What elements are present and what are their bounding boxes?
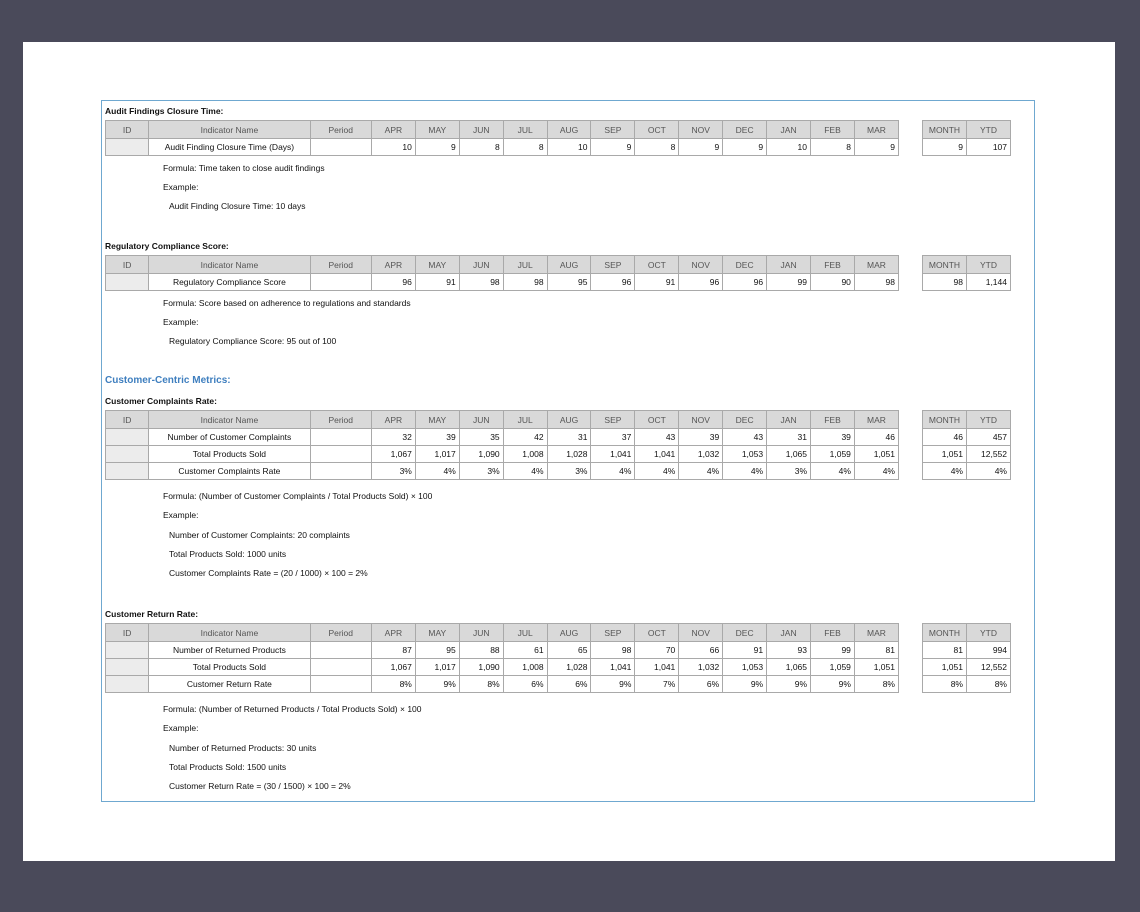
- column-header-month: FEB: [811, 411, 855, 429]
- column-header-month-total: MONTH: [923, 624, 967, 642]
- column-header-month: OCT: [635, 624, 679, 642]
- value-cell: 1,032: [679, 446, 723, 463]
- value-cell: 1,059: [811, 446, 855, 463]
- audit-findings-section: [105, 105, 1025, 216]
- column-header-month: MAY: [415, 256, 459, 274]
- tables-wrap: [105, 255, 1025, 294]
- value-cell: 8: [459, 139, 503, 156]
- column-header-month-total: MONTH: [923, 121, 967, 139]
- value-cell: 1,028: [547, 659, 591, 676]
- value-cell: 8: [811, 139, 855, 156]
- column-header-month: DEC: [723, 624, 767, 642]
- value-cell: 9: [591, 139, 635, 156]
- column-header-indicator: Indicator Name: [149, 624, 310, 642]
- column-header-month: JUL: [503, 411, 547, 429]
- example-label: Example:: [163, 723, 199, 734]
- month-total-cell: 46: [923, 429, 967, 446]
- value-cell: 46: [854, 429, 898, 446]
- indicator-table: [105, 255, 899, 291]
- value-cell: 6%: [679, 676, 723, 693]
- value-cell: 8%: [459, 676, 503, 693]
- table-row: [106, 642, 899, 659]
- value-cell: 98: [459, 274, 503, 291]
- column-header-indicator: Indicator Name: [149, 121, 310, 139]
- example-line: Customer Complaints Rate = (20 / 1000) × 100 = 2%: [169, 568, 368, 579]
- summary-header-row: [923, 121, 1011, 139]
- indicator-name-cell: Audit Finding Closure Time (Days): [149, 139, 310, 156]
- example-line: Regulatory Compliance Score: 95 out of 100: [169, 336, 337, 347]
- column-header-month: JAN: [767, 411, 811, 429]
- summary-row: [923, 642, 1011, 659]
- value-cell: 9%: [415, 676, 459, 693]
- value-cell: 8: [635, 139, 679, 156]
- value-cell: 8%: [371, 676, 415, 693]
- column-header-ytd: YTD: [967, 411, 1011, 429]
- value-cell: 9: [854, 139, 898, 156]
- column-header-month: JAN: [767, 624, 811, 642]
- value-cell: 4%: [415, 463, 459, 480]
- month-total-cell: 1,051: [923, 659, 967, 676]
- value-cell: 9%: [723, 676, 767, 693]
- period-cell: [310, 446, 371, 463]
- example-line: Total Products Sold: 1000 units: [169, 549, 287, 560]
- summary-header-row: [923, 411, 1011, 429]
- table-title: Audit Findings Closure Time:: [105, 106, 224, 116]
- column-header-month: MAR: [854, 256, 898, 274]
- table-row: [106, 676, 899, 693]
- example-line: Number of Customer Complaints: 20 complaints: [169, 529, 350, 540]
- value-cell: 32: [371, 429, 415, 446]
- value-cell: 1,053: [723, 659, 767, 676]
- column-header-id: ID: [106, 624, 149, 642]
- summary-row: [923, 139, 1011, 156]
- column-header-month: AUG: [547, 624, 591, 642]
- column-header-month: JUN: [459, 256, 503, 274]
- value-cell: 9%: [811, 676, 855, 693]
- summary-table: [922, 120, 1011, 156]
- column-header-id: ID: [106, 411, 149, 429]
- month-total-cell: 9: [923, 139, 967, 156]
- column-header-month: JUN: [459, 121, 503, 139]
- ytd-cell: 12,552: [967, 446, 1011, 463]
- table-title: Customer Return Rate:: [105, 609, 199, 619]
- column-header-month-total: MONTH: [923, 256, 967, 274]
- value-cell: 1,032: [679, 659, 723, 676]
- table-row: [106, 446, 899, 463]
- ytd-cell: 8%: [967, 676, 1011, 693]
- summary-row: [923, 429, 1011, 446]
- value-cell: 9: [679, 139, 723, 156]
- column-header-month: AUG: [547, 411, 591, 429]
- value-cell: 9%: [591, 676, 635, 693]
- indicator-name-cell: Total Products Sold: [149, 446, 310, 463]
- value-cell: 31: [547, 429, 591, 446]
- column-header-month: JUL: [503, 624, 547, 642]
- indicator-name-cell: Total Products Sold: [149, 659, 310, 676]
- indicator-table: [105, 120, 899, 156]
- value-cell: 39: [679, 429, 723, 446]
- summary-row: [923, 274, 1011, 291]
- value-cell: 70: [635, 642, 679, 659]
- summary-row: [923, 446, 1011, 463]
- value-cell: 10: [371, 139, 415, 156]
- period-cell: [310, 463, 371, 480]
- column-header-month: DEC: [723, 411, 767, 429]
- tables-wrap: [105, 410, 1025, 487]
- value-cell: 39: [415, 429, 459, 446]
- value-cell: 98: [591, 642, 635, 659]
- formula-text: Formula: Score based on adherence to regulations and standards: [163, 297, 411, 308]
- value-cell: 65: [547, 642, 591, 659]
- indicator-table: [105, 623, 899, 693]
- column-header-month: JUN: [459, 624, 503, 642]
- value-cell: 91: [635, 274, 679, 291]
- ytd-cell: 1,144: [967, 274, 1011, 291]
- formula-text: Formula: (Number of Customer Complaints / Total Products Sold) × 100: [163, 491, 433, 502]
- value-cell: 4%: [811, 463, 855, 480]
- column-header-ytd: YTD: [967, 624, 1011, 642]
- column-header-month: JUL: [503, 121, 547, 139]
- period-cell: [310, 659, 371, 676]
- value-cell: 39: [811, 429, 855, 446]
- value-cell: 4%: [591, 463, 635, 480]
- summary-table: [922, 255, 1011, 291]
- value-cell: 35: [459, 429, 503, 446]
- indicator-table: [105, 410, 899, 480]
- column-header-month: MAR: [854, 624, 898, 642]
- table-row: [106, 274, 899, 291]
- value-cell: 95: [415, 642, 459, 659]
- value-cell: 6%: [547, 676, 591, 693]
- column-header-month: NOV: [679, 411, 723, 429]
- column-header-month: OCT: [635, 411, 679, 429]
- value-cell: 1,041: [591, 446, 635, 463]
- summary-header-row: [923, 256, 1011, 274]
- column-header-month: FEB: [811, 256, 855, 274]
- formula-text: Formula: Time taken to close audit findings: [163, 162, 325, 173]
- value-cell: 1,090: [459, 446, 503, 463]
- id-cell: [106, 446, 149, 463]
- month-total-cell: 8%: [923, 676, 967, 693]
- column-header-id: ID: [106, 256, 149, 274]
- value-cell: 3%: [767, 463, 811, 480]
- value-cell: 1,065: [767, 659, 811, 676]
- column-header-month: FEB: [811, 121, 855, 139]
- column-header-month: OCT: [635, 256, 679, 274]
- indicator-name-cell: Number of Returned Products: [149, 642, 310, 659]
- value-cell: 7%: [635, 676, 679, 693]
- summary-table: [922, 623, 1011, 693]
- tables-wrap: [105, 623, 1025, 700]
- month-total-cell: 81: [923, 642, 967, 659]
- column-header-month: MAY: [415, 411, 459, 429]
- table-row: [106, 659, 899, 676]
- value-cell: 96: [723, 274, 767, 291]
- summary-table: [922, 410, 1011, 480]
- value-cell: 9%: [767, 676, 811, 693]
- column-header-month: JUL: [503, 256, 547, 274]
- section-heading: Customer-Centric Metrics:: [105, 375, 231, 386]
- value-cell: 4%: [503, 463, 547, 480]
- summary-header-row: [923, 624, 1011, 642]
- example-line: Audit Finding Closure Time: 10 days: [169, 201, 306, 212]
- value-cell: 6%: [503, 676, 547, 693]
- period-cell: [310, 139, 371, 156]
- value-cell: 42: [503, 429, 547, 446]
- indicator-name-cell: Customer Complaints Rate: [149, 463, 310, 480]
- value-cell: 9: [723, 139, 767, 156]
- value-cell: 1,067: [371, 659, 415, 676]
- value-cell: 61: [503, 642, 547, 659]
- value-cell: 1,065: [767, 446, 811, 463]
- period-cell: [310, 676, 371, 693]
- summary-row: [923, 463, 1011, 480]
- month-total-cell: 98: [923, 274, 967, 291]
- column-header-indicator: Indicator Name: [149, 256, 310, 274]
- value-cell: 66: [679, 642, 723, 659]
- column-header-id: ID: [106, 121, 149, 139]
- value-cell: 43: [635, 429, 679, 446]
- ytd-cell: 457: [967, 429, 1011, 446]
- column-header-month: JAN: [767, 121, 811, 139]
- value-cell: 1,008: [503, 659, 547, 676]
- indicator-name-cell: Customer Return Rate: [149, 676, 310, 693]
- column-header-month: NOV: [679, 256, 723, 274]
- value-cell: 3%: [371, 463, 415, 480]
- period-cell: [310, 274, 371, 291]
- value-cell: 87: [371, 642, 415, 659]
- column-header-month: NOV: [679, 121, 723, 139]
- column-header-ytd: YTD: [967, 256, 1011, 274]
- value-cell: 96: [591, 274, 635, 291]
- header-row: [106, 624, 899, 642]
- column-header-month: JAN: [767, 256, 811, 274]
- column-header-month: MAY: [415, 624, 459, 642]
- value-cell: 1,017: [415, 446, 459, 463]
- header-row: [106, 256, 899, 274]
- value-cell: 88: [459, 642, 503, 659]
- customer-return-section: [105, 608, 1025, 797]
- value-cell: 90: [811, 274, 855, 291]
- value-cell: 4%: [635, 463, 679, 480]
- column-header-month: SEP: [591, 256, 635, 274]
- month-total-cell: 1,051: [923, 446, 967, 463]
- table-title: Customer Complaints Rate:: [105, 396, 217, 406]
- column-header-month: APR: [371, 624, 415, 642]
- column-header-period: Period: [310, 411, 371, 429]
- value-cell: 1,041: [591, 659, 635, 676]
- ytd-cell: 107: [967, 139, 1011, 156]
- ytd-cell: 994: [967, 642, 1011, 659]
- indicator-name-cell: Regulatory Compliance Score: [149, 274, 310, 291]
- example-line: Total Products Sold: 1500 units: [169, 762, 287, 773]
- example-line: Number of Returned Products: 30 units: [169, 742, 317, 753]
- value-cell: 1,051: [854, 659, 898, 676]
- value-cell: 1,090: [459, 659, 503, 676]
- value-cell: 4%: [723, 463, 767, 480]
- ytd-cell: 12,552: [967, 659, 1011, 676]
- value-cell: 93: [767, 642, 811, 659]
- value-cell: 1,017: [415, 659, 459, 676]
- value-cell: 99: [767, 274, 811, 291]
- value-cell: 31: [767, 429, 811, 446]
- column-header-month: SEP: [591, 411, 635, 429]
- value-cell: 10: [547, 139, 591, 156]
- id-cell: [106, 274, 149, 291]
- period-cell: [310, 642, 371, 659]
- value-cell: 95: [547, 274, 591, 291]
- column-header-month: DEC: [723, 121, 767, 139]
- value-cell: 1,008: [503, 446, 547, 463]
- column-header-month: AUG: [547, 256, 591, 274]
- value-cell: 10: [767, 139, 811, 156]
- column-header-month: AUG: [547, 121, 591, 139]
- value-cell: 3%: [459, 463, 503, 480]
- summary-row: [923, 676, 1011, 693]
- column-header-month: NOV: [679, 624, 723, 642]
- example-label: Example:: [163, 510, 199, 521]
- example-label: Example:: [163, 316, 199, 327]
- column-header-month: APR: [371, 256, 415, 274]
- column-header-month: OCT: [635, 121, 679, 139]
- formula-text: Formula: (Number of Returned Products / Total Products Sold) × 100: [163, 704, 422, 715]
- example-label: Example:: [163, 181, 199, 192]
- column-header-month: APR: [371, 411, 415, 429]
- value-cell: 98: [503, 274, 547, 291]
- month-total-cell: 4%: [923, 463, 967, 480]
- table-row: [106, 463, 899, 480]
- value-cell: 4%: [679, 463, 723, 480]
- period-cell: [310, 429, 371, 446]
- value-cell: 1,067: [371, 446, 415, 463]
- value-cell: 4%: [854, 463, 898, 480]
- header-row: [106, 411, 899, 429]
- value-cell: 8%: [854, 676, 898, 693]
- value-cell: 91: [723, 642, 767, 659]
- column-header-month: APR: [371, 121, 415, 139]
- regulatory-compliance-section: [105, 240, 1025, 351]
- indicator-name-cell: Number of Customer Complaints: [149, 429, 310, 446]
- customer-centric-heading-block: [105, 374, 1025, 388]
- column-header-period: Period: [310, 256, 371, 274]
- value-cell: 8: [503, 139, 547, 156]
- value-cell: 99: [811, 642, 855, 659]
- id-cell: [106, 139, 149, 156]
- value-cell: 1,028: [547, 446, 591, 463]
- column-header-month: JUN: [459, 411, 503, 429]
- column-header-month: FEB: [811, 624, 855, 642]
- column-header-month: SEP: [591, 624, 635, 642]
- value-cell: 1,041: [635, 446, 679, 463]
- id-cell: [106, 429, 149, 446]
- column-header-month: MAR: [854, 411, 898, 429]
- value-cell: 3%: [547, 463, 591, 480]
- example-line: Customer Return Rate = (30 / 1500) × 100 = 2%: [169, 781, 351, 792]
- customer-complaints-section: [105, 395, 1025, 584]
- column-header-period: Period: [310, 624, 371, 642]
- column-header-period: Period: [310, 121, 371, 139]
- column-header-month: SEP: [591, 121, 635, 139]
- id-cell: [106, 676, 149, 693]
- column-header-indicator: Indicator Name: [149, 411, 310, 429]
- ytd-cell: 4%: [967, 463, 1011, 480]
- column-header-month: DEC: [723, 256, 767, 274]
- value-cell: 96: [679, 274, 723, 291]
- value-cell: 9: [415, 139, 459, 156]
- value-cell: 37: [591, 429, 635, 446]
- column-header-ytd: YTD: [967, 121, 1011, 139]
- value-cell: 1,051: [854, 446, 898, 463]
- tables-wrap: [105, 120, 1025, 159]
- id-cell: [106, 463, 149, 480]
- column-header-month: MAY: [415, 121, 459, 139]
- id-cell: [106, 642, 149, 659]
- value-cell: 81: [854, 642, 898, 659]
- value-cell: 1,053: [723, 446, 767, 463]
- value-cell: 1,059: [811, 659, 855, 676]
- column-header-month: MAR: [854, 121, 898, 139]
- value-cell: 1,041: [635, 659, 679, 676]
- id-cell: [106, 659, 149, 676]
- value-cell: 43: [723, 429, 767, 446]
- summary-row: [923, 659, 1011, 676]
- value-cell: 91: [415, 274, 459, 291]
- table-title: Regulatory Compliance Score:: [105, 241, 229, 251]
- value-cell: 96: [371, 274, 415, 291]
- value-cell: 98: [854, 274, 898, 291]
- table-row: [106, 139, 899, 156]
- header-row: [106, 121, 899, 139]
- column-header-month-total: MONTH: [923, 411, 967, 429]
- table-row: [106, 429, 899, 446]
